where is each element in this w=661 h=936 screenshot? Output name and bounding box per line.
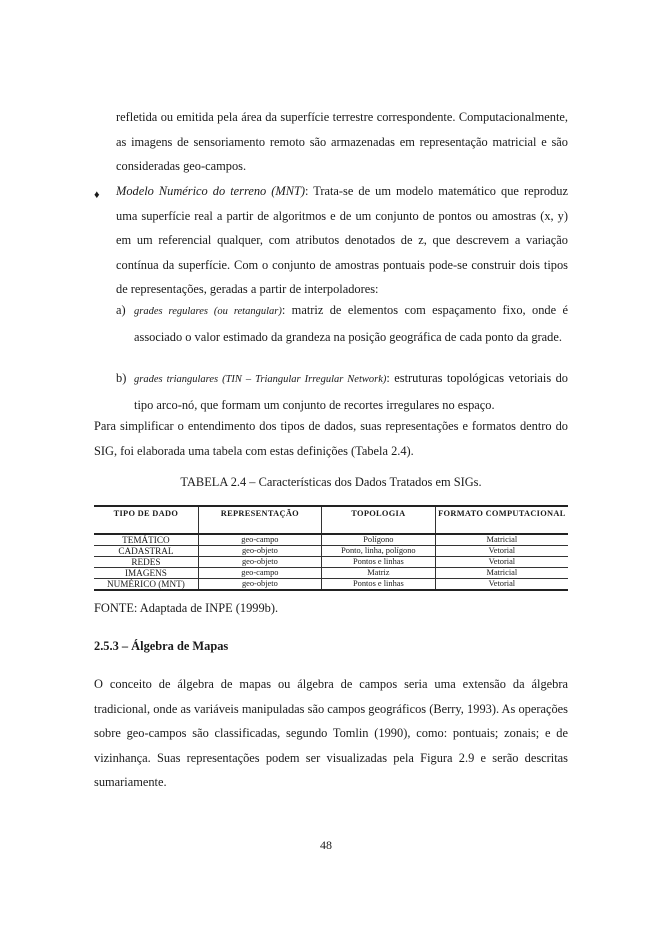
cell-formato: Vetorial [435, 546, 568, 557]
diamond-bullet-icon: ♦ [94, 189, 100, 201]
cell-representacao: geo-objeto [198, 557, 321, 568]
table-source: FONTE: Adaptada de INPE (1999b). [94, 601, 279, 615]
header-topologia: TOPOLOGIA [322, 506, 436, 534]
cell-representacao: geo-objeto [198, 546, 321, 557]
cell-tipo: REDES [94, 557, 198, 568]
item-b-triangular-grids [134, 366, 568, 417]
cell-topologia: Pontos e linhas [322, 557, 436, 568]
table-row [94, 568, 568, 579]
table-row [94, 534, 568, 546]
cell-topologia: Matriz [322, 568, 436, 579]
cell-formato: Vetorial [435, 557, 568, 568]
item-a-text: : matriz de elementos com espaçamento fixo, onde é associado o valor estimado da grandeza na posição geográfica de cada ponto da grade. [134, 303, 568, 344]
cell-topologia: Polígono [322, 534, 436, 546]
data-types-table [94, 505, 568, 591]
paragraph-table-intro: Para simplificar o entendimento dos tipos de dados, suas representações e formatos dentro do SIG, foi elaborada uma tabela com estas definições (Tabela 2.4). [94, 419, 568, 458]
item-a-regular-grids [134, 298, 568, 349]
header-representacao: REPRESENTAÇÃO [198, 506, 321, 534]
mnt-term: Modelo Numérico do terreno (MNT) [116, 184, 305, 198]
cell-topologia: Pontos e linhas [322, 579, 436, 591]
item-a-term: grades regulares (ou retangular) [134, 306, 282, 317]
cell-representacao: geo-campo [198, 568, 321, 579]
table-row [94, 579, 568, 591]
table-header-row [94, 506, 568, 534]
page-number: 48 [320, 838, 332, 852]
section-heading: 2.5.3 – Álgebra de Mapas [94, 639, 229, 653]
paragraph-remote-sensing: refletida ou emitida pela área da superfície terrestre correspondente. Computacionalmente, as imagens de sensoriamento remoto são armazenadas em representação matricial e são consideradas geo-campos. [116, 110, 568, 173]
cell-formato: Matricial [435, 568, 568, 579]
cell-formato: Matricial [435, 534, 568, 546]
item-b-text: : estruturas topológicas vetoriais do tipo arco-nó, que formam um conjunto de recortes irregulares no espaço. [134, 371, 569, 412]
item-b-label: b) [116, 371, 127, 385]
header-tipo-de-dado: TIPO DE DADO [94, 506, 198, 534]
cell-tipo: NUMÉRICO (MNT) [94, 579, 198, 591]
cell-representacao: geo-campo [198, 534, 321, 546]
item-a-label: a) [116, 303, 126, 317]
paragraph-mnt [116, 179, 568, 302]
table-row [94, 557, 568, 568]
paragraph-map-algebra: O conceito de álgebra de mapas ou álgebra de campos seria uma extensão da álgebra tradicional, onde as variáveis manipuladas são campos geográficos (Berry, 1993). As operações sobre geo-campos são classificadas, segundo Tomlin (1990), como: pontuais; zonais; e de vizinhança. Suas representações podem ser visualizadas pela Figura 2.9 e serão descritas sumariamente. [94, 677, 568, 789]
table-caption: TABELA 2.4 – Características dos Dados Tratados em SIGs. [180, 475, 482, 489]
mnt-description: : Trata-se de um modelo matemático que reproduz uma superfície real a partir de algoritmos e de um conjunto de pontos ou amostras (x, y) em um referencial qualquer, com atributos denotados de z, que descrevem a variação contínua da superfície. Com o conjunto de amostras pontuais pode-se construir dois tipos de representações, geradas a partir de interpoladores: [116, 184, 568, 296]
item-b-term: grades triangulares (TIN – Triangular Irregular Network) [134, 374, 387, 385]
cell-topologia: Ponto, linha, polígono [322, 546, 436, 557]
table-row [94, 546, 568, 557]
cell-representacao: geo-objeto [198, 579, 321, 591]
header-formato-computacional: FORMATO COMPUTACIONAL [435, 506, 568, 534]
cell-tipo: IMAGENS [94, 568, 198, 579]
cell-tipo: TEMÁTICO [94, 534, 198, 546]
cell-tipo: CADASTRAL [94, 546, 198, 557]
cell-formato: Vetorial [435, 579, 568, 591]
